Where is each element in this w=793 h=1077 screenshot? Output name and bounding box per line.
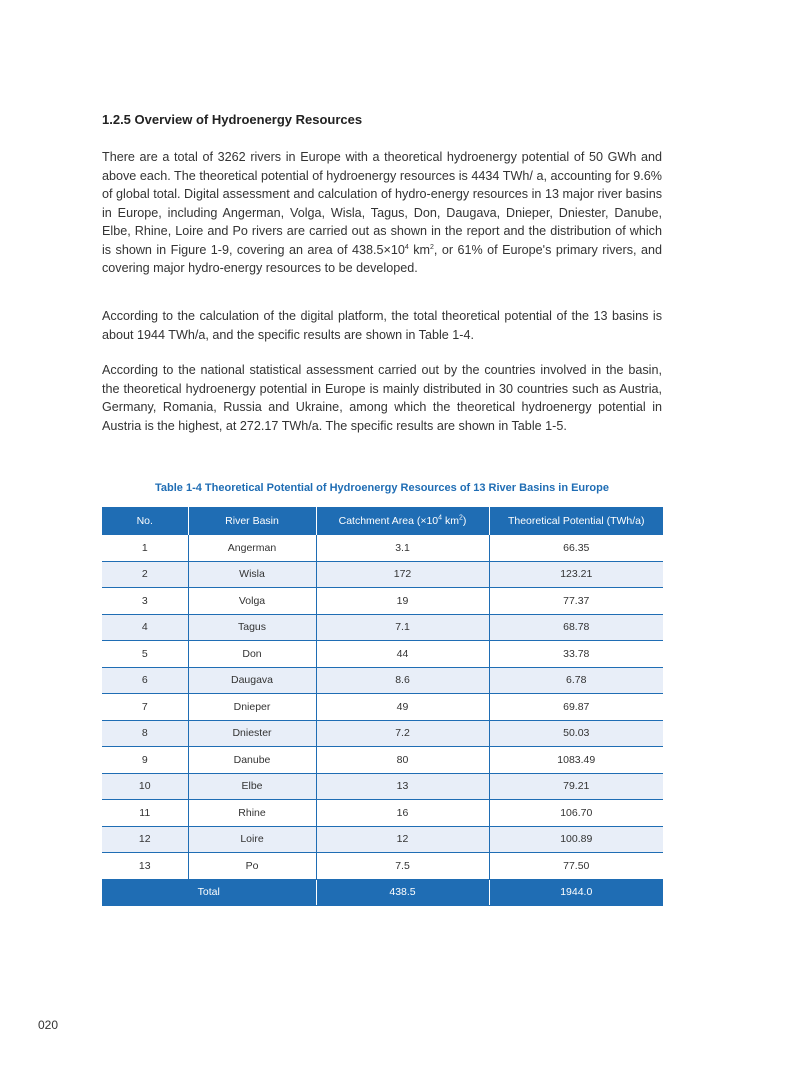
cell-basin: Rhine	[188, 800, 316, 827]
cell-potential: 79.21	[489, 773, 663, 800]
cell-potential: 77.50	[489, 853, 663, 880]
cell-basin: Danube	[188, 747, 316, 774]
header-potential: Theoretical Potential (TWh/a)	[489, 507, 663, 535]
cell-basin: Angerman	[188, 535, 316, 561]
cell-potential: 123.21	[489, 561, 663, 588]
cell-basin: Elbe	[188, 773, 316, 800]
river-basin-table	[102, 507, 663, 906]
cell-potential: 50.03	[489, 720, 663, 747]
table-row	[102, 561, 663, 588]
total-label: Total	[102, 879, 316, 906]
cell-potential: 1083.49	[489, 747, 663, 774]
table-row	[102, 720, 663, 747]
cell-basin: Po	[188, 853, 316, 880]
cell-no: 3	[102, 588, 188, 615]
table-header-row	[102, 507, 663, 535]
cell-potential: 100.89	[489, 826, 663, 853]
cell-area: 8.6	[316, 667, 489, 694]
cell-area: 7.5	[316, 853, 489, 880]
cell-potential: 6.78	[489, 667, 663, 694]
cell-basin: Daugava	[188, 667, 316, 694]
text: km	[408, 242, 430, 257]
text: , or 61% of Europe's primary rivers, and covering major hydro-energy resources to be developed.	[102, 242, 662, 275]
section-heading: 1.2.5 Overview of Hydroenergy Resources	[102, 112, 363, 127]
table-row	[102, 826, 663, 853]
cell-basin: Wisla	[188, 561, 316, 588]
cell-basin: Dniester	[188, 720, 316, 747]
cell-no: 8	[102, 720, 188, 747]
total-area: 438.5	[316, 879, 489, 906]
cell-no: 11	[102, 800, 188, 827]
cell-potential: 33.78	[489, 641, 663, 668]
cell-no: 5	[102, 641, 188, 668]
cell-area: 80	[316, 747, 489, 774]
superscript: 4	[404, 243, 409, 251]
cell-basin: Dnieper	[188, 694, 316, 721]
cell-area: 172	[316, 561, 489, 588]
cell-potential: 69.87	[489, 694, 663, 721]
cell-no: 9	[102, 747, 188, 774]
cell-area: 7.1	[316, 614, 489, 641]
cell-basin: Volga	[188, 588, 316, 615]
table-row	[102, 853, 663, 880]
cell-no: 2	[102, 561, 188, 588]
paragraph-1	[102, 148, 662, 278]
cell-no: 6	[102, 667, 188, 694]
cell-basin: Loire	[188, 826, 316, 853]
cell-potential: 68.78	[489, 614, 663, 641]
table-row	[102, 667, 663, 694]
cell-no: 7	[102, 694, 188, 721]
table-row	[102, 694, 663, 721]
table-row	[102, 641, 663, 668]
table-row	[102, 800, 663, 827]
cell-area: 16	[316, 800, 489, 827]
cell-area: 13	[316, 773, 489, 800]
total-row	[102, 879, 663, 906]
cell-potential: 66.35	[489, 535, 663, 561]
cell-area: 12	[316, 826, 489, 853]
table-row	[102, 535, 663, 561]
cell-no: 10	[102, 773, 188, 800]
table-row	[102, 773, 663, 800]
cell-no: 1	[102, 535, 188, 561]
cell-area: 49	[316, 694, 489, 721]
total-potential: 1944.0	[489, 879, 663, 906]
header-no: No.	[102, 507, 188, 535]
cell-basin: Tagus	[188, 614, 316, 641]
superscript: 2	[430, 243, 434, 251]
text: There are a total of 3262 rivers in Europe with a theoretical hydroenergy potential of 50 GWh and above each. The theoretical potential of hydroenergy resources is 4434 TWh/ a, accounting for 9.6% of global total. Digital assessment and calculation of hydro-energy resources in 13 major river basins in Europe, including Angerman, Volga, Wisla, Tagus, Don, Daugava, Dnieper, Dniester, Danube, Elbe, Rhine, Loire and Po rivers are carried out as shown in the report and the distribution of which is shown in Figure 1-9, covering an area of 438.5×10	[102, 150, 662, 257]
header-area: Catchment Area ($\times 10^4$ $km^2$)	[316, 507, 489, 535]
table-row	[102, 747, 663, 774]
cell-no: 12	[102, 826, 188, 853]
cell-basin: Don	[188, 641, 316, 668]
cell-area: 44	[316, 641, 489, 668]
cell-no: 4	[102, 614, 188, 641]
paragraph-3: According to the national statistical assessment carried out by the countries involved in the basin, the theoretical hydroenergy potential in Europe is mainly distributed in 30 countries such as Austria, Germany, Romania, Russia and Ukraine, among which the theoretical hydroenergy potential in Austria is the highest, at 272.17 TWh/a. The specific results are shown in Table 1-5.	[102, 363, 662, 433]
table-row	[102, 588, 663, 615]
table-caption: Table 1-4 Theoretical Potential of Hydroenergy Resources of 13 River Basins in Europe	[155, 482, 609, 494]
cell-potential: 106.70	[489, 800, 663, 827]
cell-area: 3.1	[316, 535, 489, 561]
paragraph-2: According to the calculation of the digital platform, the total theoretical potential of the 13 basins is about 1944 TWh/a, and the specific results are shown in Table 1-4.	[102, 309, 662, 342]
page-number: 020	[38, 1018, 59, 1032]
cell-no: 13	[102, 853, 188, 880]
cell-potential: 77.37	[489, 588, 663, 615]
cell-area: 19	[316, 588, 489, 615]
header-basin: River Basin	[188, 507, 316, 535]
cell-area: 7.2	[316, 720, 489, 747]
table-row	[102, 614, 663, 641]
